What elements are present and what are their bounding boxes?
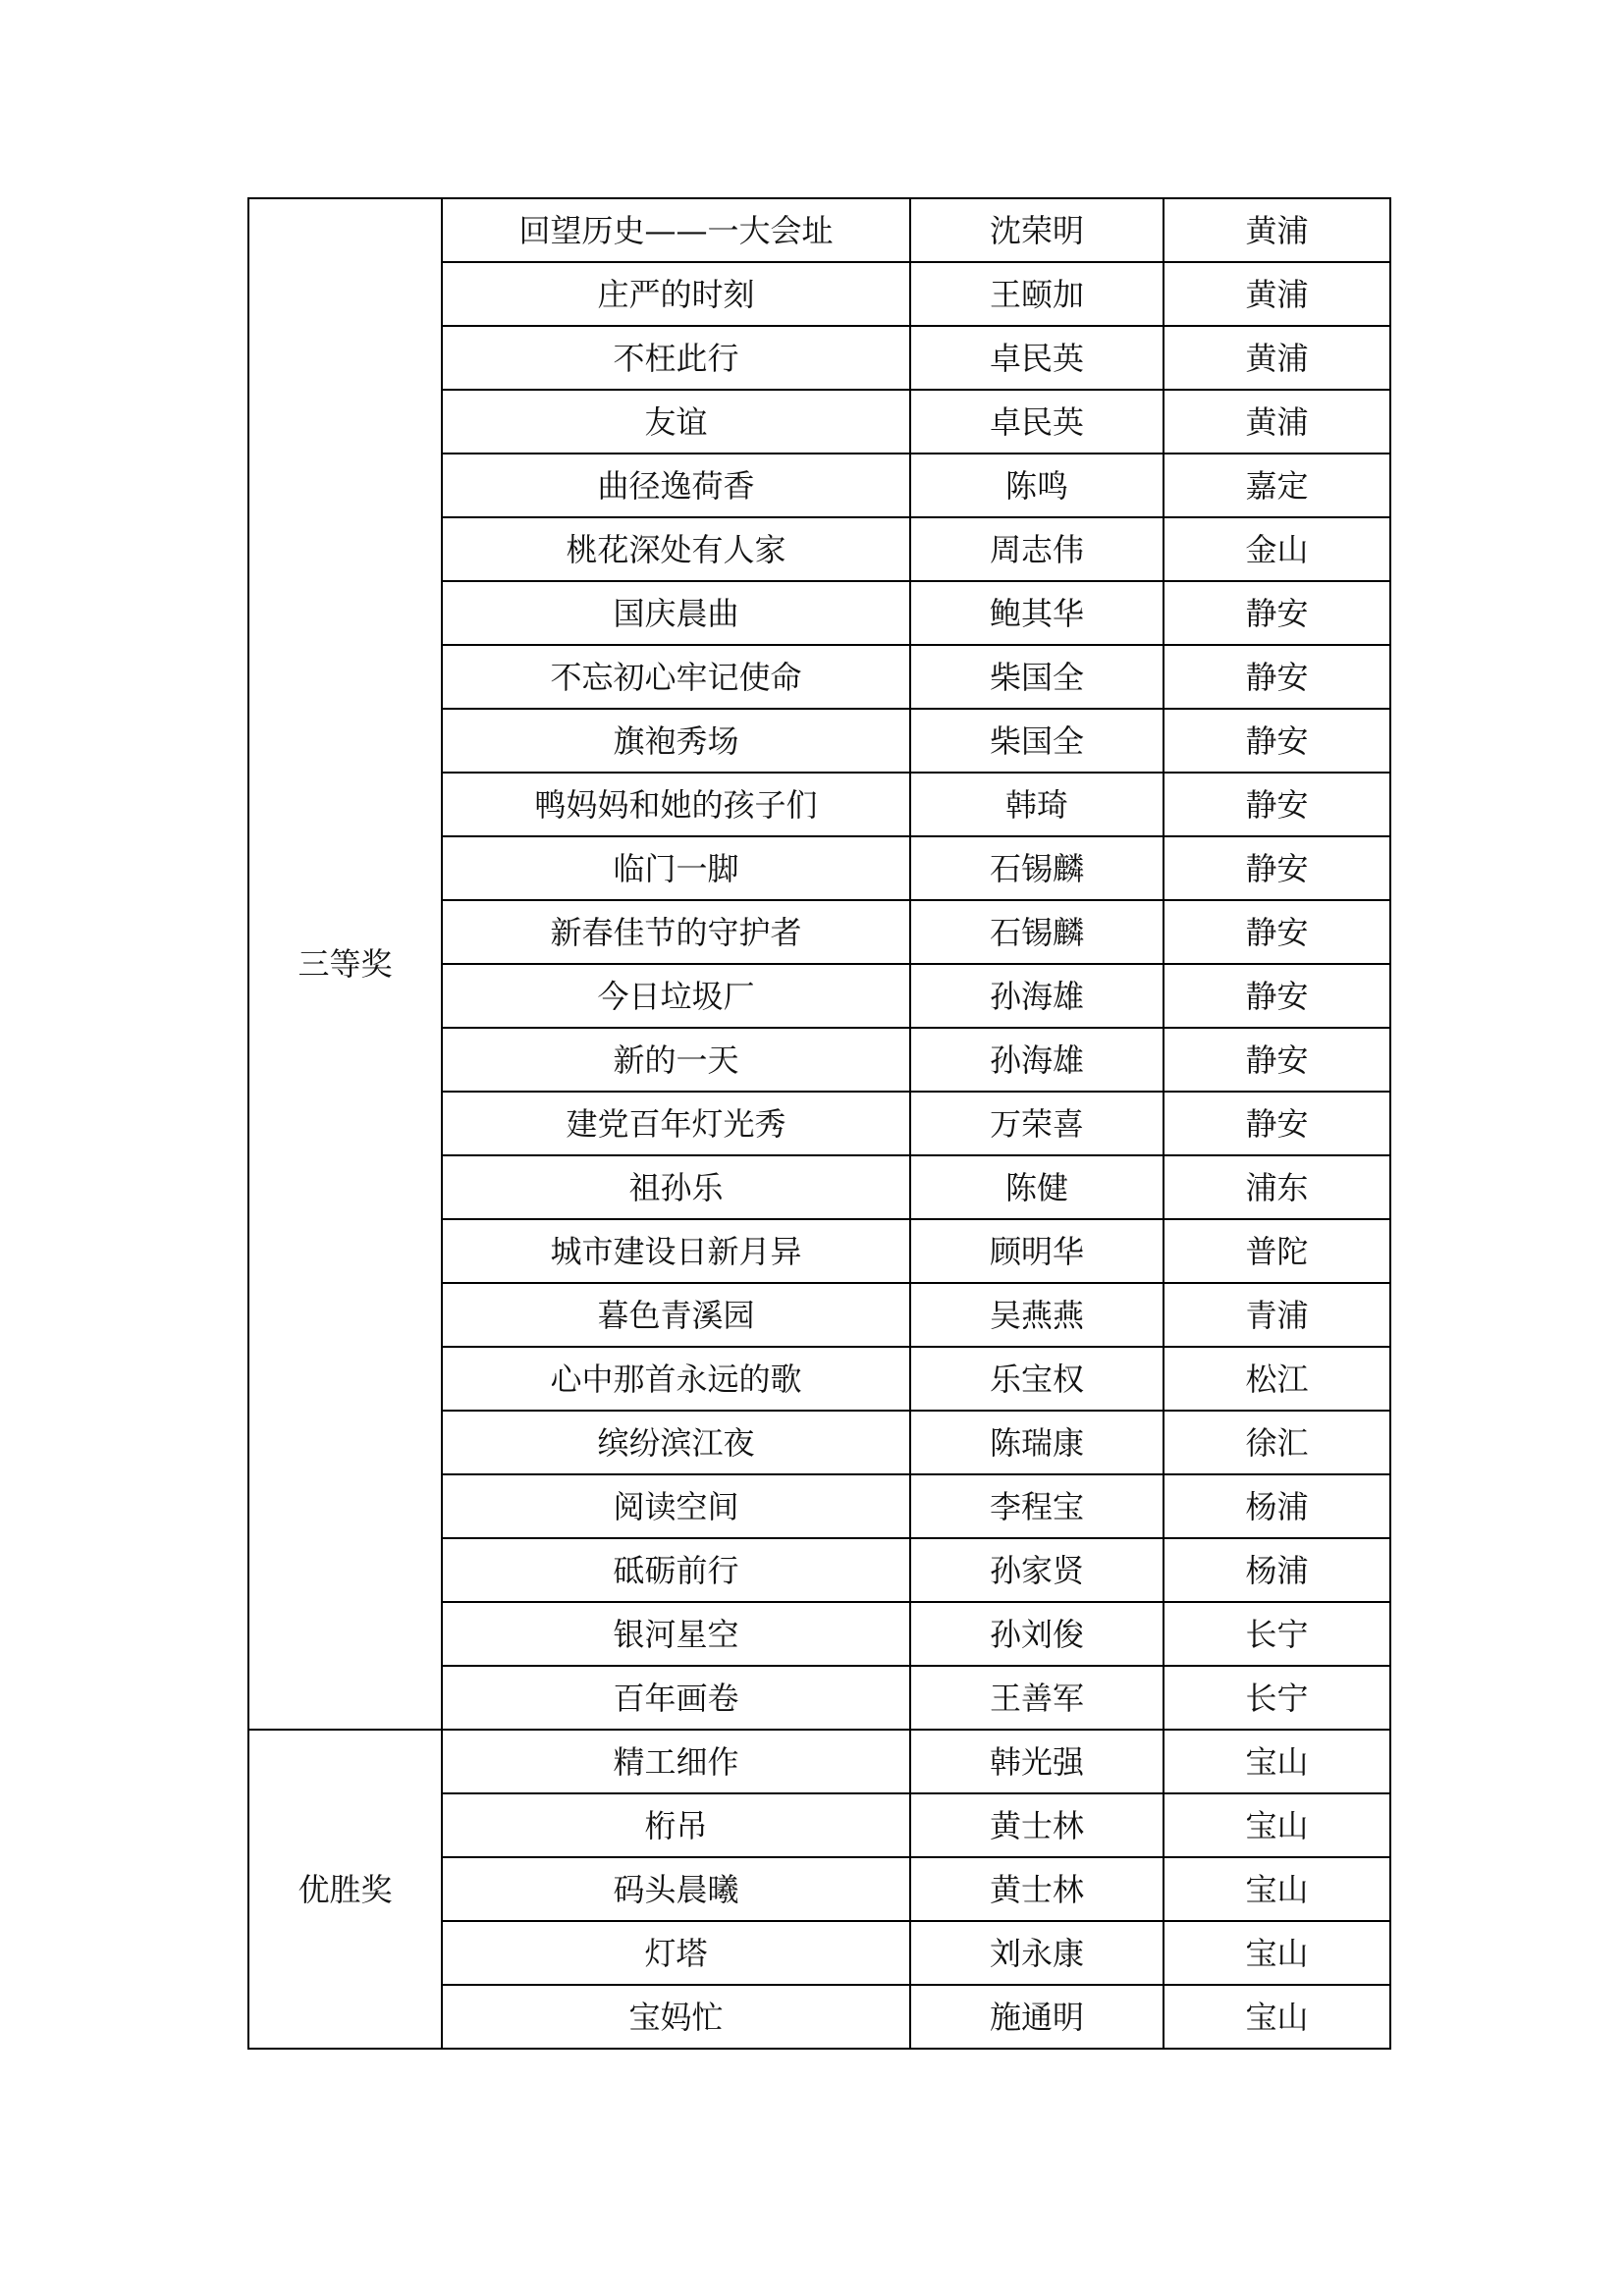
author-cell: 沈荣明	[910, 198, 1164, 262]
author-cell: 柴国全	[910, 645, 1164, 709]
author-cell: 孙家贤	[910, 1538, 1164, 1602]
awards-table-body	[248, 198, 1390, 2049]
author-cell: 万荣喜	[910, 1092, 1164, 1155]
author-cell: 孙海雄	[910, 964, 1164, 1028]
author-cell: 卓民英	[910, 390, 1164, 454]
author-cell: 韩琦	[910, 773, 1164, 836]
district-cell: 徐汇	[1164, 1411, 1390, 1474]
author-cell: 韩光强	[910, 1730, 1164, 1793]
author-cell: 卓民英	[910, 326, 1164, 390]
work-title-cell: 鸭妈妈和她的孩子们	[442, 773, 910, 836]
author-cell: 施通明	[910, 1985, 1164, 2049]
district-cell: 静安	[1164, 709, 1390, 773]
district-cell: 杨浦	[1164, 1474, 1390, 1538]
district-cell: 嘉定	[1164, 454, 1390, 517]
author-cell: 陈瑞康	[910, 1411, 1164, 1474]
award-category-cell: 优胜奖	[248, 1730, 442, 2049]
work-title-cell: 曲径逸荷香	[442, 454, 910, 517]
district-cell: 松江	[1164, 1347, 1390, 1411]
work-title-cell: 旗袍秀场	[442, 709, 910, 773]
work-title-cell: 银河星空	[442, 1602, 910, 1666]
author-cell: 陈鸣	[910, 454, 1164, 517]
work-title-cell: 回望历史——一大会址	[442, 198, 910, 262]
district-cell: 静安	[1164, 836, 1390, 900]
work-title-cell: 砥砺前行	[442, 1538, 910, 1602]
district-cell: 宝山	[1164, 1985, 1390, 2049]
author-cell: 石锡麟	[910, 836, 1164, 900]
author-cell: 黄士林	[910, 1793, 1164, 1857]
district-cell: 黄浦	[1164, 262, 1390, 326]
district-cell: 黄浦	[1164, 390, 1390, 454]
district-cell: 宝山	[1164, 1921, 1390, 1985]
table-row	[248, 198, 1390, 262]
work-title-cell: 百年画卷	[442, 1666, 910, 1730]
district-cell: 宝山	[1164, 1857, 1390, 1921]
work-title-cell: 暮色青溪园	[442, 1283, 910, 1347]
district-cell: 静安	[1164, 1028, 1390, 1092]
author-cell: 鲍其华	[910, 581, 1164, 645]
district-cell: 宝山	[1164, 1730, 1390, 1793]
district-cell: 静安	[1164, 773, 1390, 836]
work-title-cell: 城市建设日新月异	[442, 1219, 910, 1283]
district-cell: 浦东	[1164, 1155, 1390, 1219]
district-cell: 青浦	[1164, 1283, 1390, 1347]
district-cell: 静安	[1164, 964, 1390, 1028]
author-cell: 吴燕燕	[910, 1283, 1164, 1347]
author-cell: 王颐加	[910, 262, 1164, 326]
author-cell: 乐宝权	[910, 1347, 1164, 1411]
work-title-cell: 建党百年灯光秀	[442, 1092, 910, 1155]
work-title-cell: 新的一天	[442, 1028, 910, 1092]
author-cell: 周志伟	[910, 517, 1164, 581]
work-title-cell: 桃花深处有人家	[442, 517, 910, 581]
author-cell: 孙海雄	[910, 1028, 1164, 1092]
district-cell: 静安	[1164, 581, 1390, 645]
work-title-cell: 桁吊	[442, 1793, 910, 1857]
district-cell: 普陀	[1164, 1219, 1390, 1283]
award-category-cell: 三等奖	[248, 198, 442, 1730]
author-cell: 陈健	[910, 1155, 1164, 1219]
work-title-cell: 庄严的时刻	[442, 262, 910, 326]
work-title-cell: 阅读空间	[442, 1474, 910, 1538]
district-cell: 金山	[1164, 517, 1390, 581]
work-title-cell: 缤纷滨江夜	[442, 1411, 910, 1474]
work-title-cell: 临门一脚	[442, 836, 910, 900]
awards-table	[247, 197, 1391, 2050]
work-title-cell: 码头晨曦	[442, 1857, 910, 1921]
work-title-cell: 精工细作	[442, 1730, 910, 1793]
author-cell: 石锡麟	[910, 900, 1164, 964]
district-cell: 静安	[1164, 1092, 1390, 1155]
district-cell: 黄浦	[1164, 198, 1390, 262]
awards-list-page	[247, 197, 1389, 2050]
work-title-cell: 新春佳节的守护者	[442, 900, 910, 964]
work-title-cell: 心中那首永远的歌	[442, 1347, 910, 1411]
district-cell: 杨浦	[1164, 1538, 1390, 1602]
district-cell: 静安	[1164, 645, 1390, 709]
district-cell: 长宁	[1164, 1602, 1390, 1666]
work-title-cell: 友谊	[442, 390, 910, 454]
work-title-cell: 国庆晨曲	[442, 581, 910, 645]
district-cell: 长宁	[1164, 1666, 1390, 1730]
district-cell: 黄浦	[1164, 326, 1390, 390]
table-row	[248, 1730, 1390, 1793]
work-title-cell: 宝妈忙	[442, 1985, 910, 2049]
author-cell: 王善军	[910, 1666, 1164, 1730]
work-title-cell: 灯塔	[442, 1921, 910, 1985]
author-cell: 刘永康	[910, 1921, 1164, 1985]
author-cell: 黄士林	[910, 1857, 1164, 1921]
author-cell: 李程宝	[910, 1474, 1164, 1538]
district-cell: 静安	[1164, 900, 1390, 964]
author-cell: 顾明华	[910, 1219, 1164, 1283]
author-cell: 孙刘俊	[910, 1602, 1164, 1666]
district-cell: 宝山	[1164, 1793, 1390, 1857]
work-title-cell: 不枉此行	[442, 326, 910, 390]
work-title-cell: 祖孙乐	[442, 1155, 910, 1219]
author-cell: 柴国全	[910, 709, 1164, 773]
work-title-cell: 不忘初心牢记使命	[442, 645, 910, 709]
work-title-cell: 今日垃圾厂	[442, 964, 910, 1028]
